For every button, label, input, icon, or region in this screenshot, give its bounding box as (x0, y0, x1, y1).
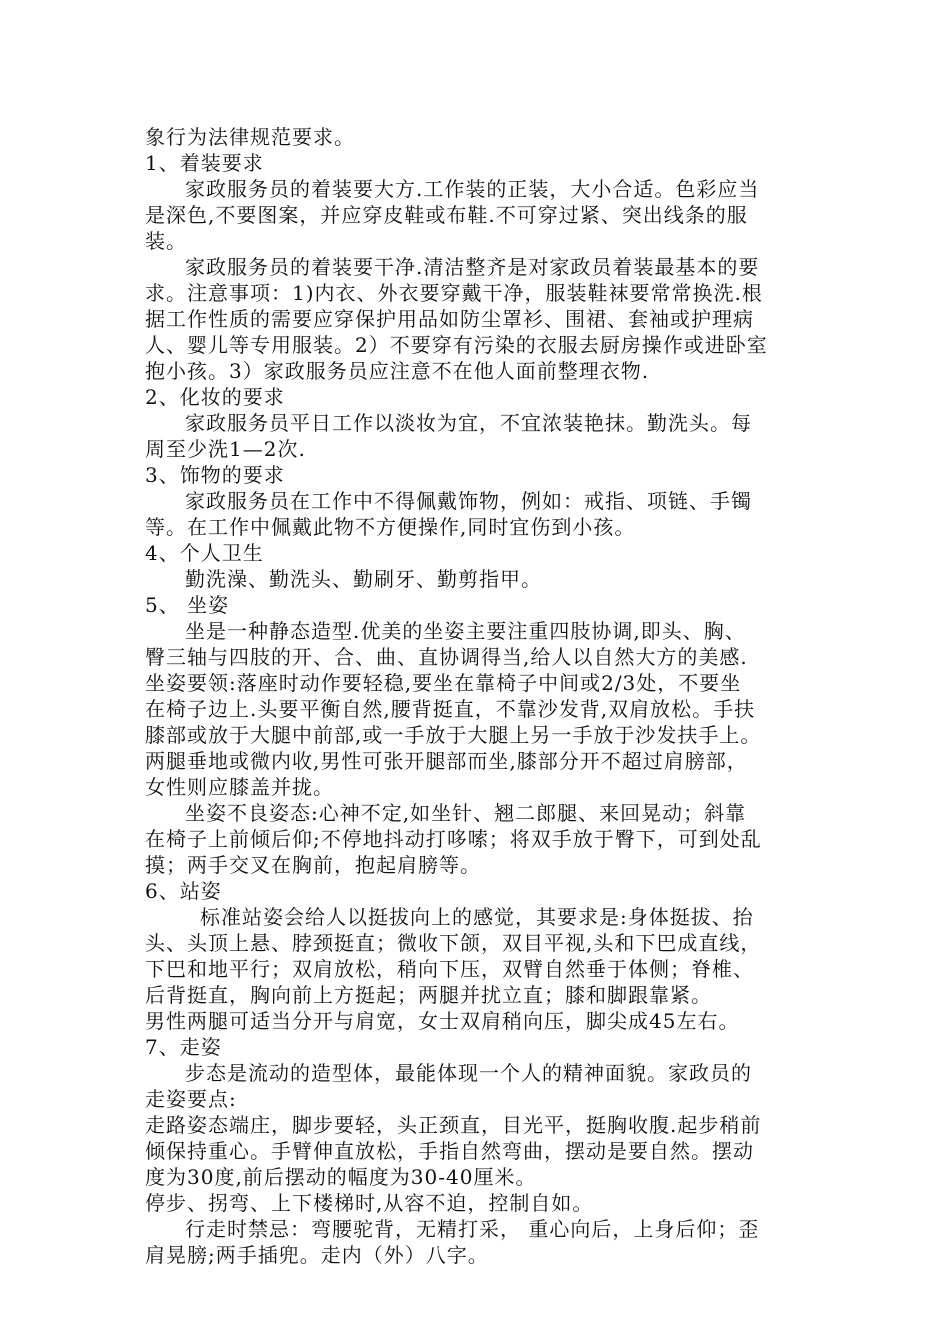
text-line: 臀三轴与四肢的开、合、曲、直协调得当,给人以自然大方的美感. (145, 645, 748, 669)
text-line: 在椅子边上.头要平衡自然,腰背挺直，不靠沙发背,双肩放松。手扶 (145, 697, 756, 721)
text-line: 走姿要点: (145, 1087, 237, 1111)
section-heading: 1、着装要求 (145, 151, 264, 175)
section-heading: 3、饰物的要求 (145, 463, 285, 487)
text-line: 周至少洗1—2次. (145, 437, 306, 461)
text-line: 抱小孩。3）家政服务员应注意不在他人面前整理衣物. (145, 359, 650, 383)
text-line: 等。在工作中佩戴此物不方便操作,同时宜伤到小孩。 (145, 515, 636, 539)
text-line: 女性则应膝盖并拢。 (145, 775, 334, 799)
document-page (145, 124, 805, 1268)
text-line: 走路姿态端庄，脚步要轻，头正颈直，目光平，挺胸收腹.起步稍前 (145, 1113, 762, 1137)
section-heading: 5、 坐姿 (145, 593, 230, 617)
text-line: 家政服务员的着装要大方.工作装的正装，大小合适。色彩应当 (185, 177, 760, 201)
text-line: 是深色,不要图案，并应穿皮鞋或布鞋.不可穿过紧、突出线条的服 (145, 203, 748, 227)
section-heading: 4、个人卫生 (145, 541, 264, 565)
section-heading: 2、化妆的要求 (145, 385, 285, 409)
text-line: 步态是流动的造型体，最能体现一个人的精神面貌。家政员的 (185, 1061, 752, 1085)
text-line: 坐是一种静态造型.优美的坐姿主要注重四肢协调,即头、胸、 (185, 619, 746, 643)
text-line: 勤洗澡、勤洗头、勤刷牙、勤剪指甲。 (185, 567, 542, 591)
text-line: 坐姿不良姿态:心神不定,如坐针、翘二郎腿、来回晃动；斜靠 (185, 801, 747, 825)
text-line: 倾保持重心。手臂伸直放松，手指自然弯曲，摆动是要自然。摆动 (145, 1139, 754, 1163)
text-line: 两腿垂地或微内收,男性可张开腿部而坐,膝部分开不超过肩膀部， (145, 749, 748, 773)
text-line: 后背挺直，胸向前上方挺起；两腿并扰立直；膝和脚跟靠紧。 (145, 983, 712, 1007)
text-line: 家政服务员在工作中不得佩戴饰物，例如：戒指、项链、手镯 (185, 489, 752, 513)
text-line: 膝部或放于大腿中前部,或一手放于大腿上另一手放于沙发扶手上。 (145, 723, 762, 747)
section-heading: 6、站姿 (145, 879, 222, 903)
text-line: 人、婴儿等专用服装。2）不要穿有污染的衣服去厨房操作或进卧室 (145, 333, 768, 357)
text-line: 度为30度,前后摆动的幅度为30-40厘米。 (145, 1165, 537, 1189)
text-line: 求。注意事项：1)内衣、外衣要穿戴干净，服装鞋袜要常常换洗.根 (145, 281, 763, 305)
text-line: 据工作性质的需要应穿保护用品如防尘罩衫、围裙、套袖或护理病 (145, 307, 754, 331)
text-line: 肩晃膀;两手插兜。走内（外）八字。 (145, 1243, 489, 1267)
text-line: 象行为法律规范要求。 (145, 125, 355, 149)
text-line: 家政服务员平日工作以淡妆为宜，不宜浓装艳抹。勤洗头。每 (185, 411, 752, 435)
text-line: 行走时禁忌：弯腰驼背，无精打采， 重心向后，上身后仰；歪 (185, 1217, 760, 1241)
section-heading: 7、走姿 (145, 1035, 222, 1059)
text-line: 标准站姿会给人以挺拔向上的感觉，其要求是:身体挺拔、抬 (200, 905, 754, 929)
text-line: 在椅子上前倾后仰;不停地抖动打哆嗦；将双手放于臀下，可到处乱 (145, 827, 762, 851)
text-line: 男性两腿可适当分开与肩宽，女士双肩稍向压，脚尖成45左右。 (145, 1009, 740, 1033)
text-line: 下巴和地平行；双肩放松，稍向下压，双臂自然垂于体侧；脊椎、 (145, 957, 754, 981)
text-line: 坐姿要领:落座时动作要轻稳,要坐在靠椅子中间或2/3处，不要坐 (145, 671, 742, 695)
text-line: 家政服务员的着装要干净.清洁整齐是对家政员着装最基本的要 (185, 255, 760, 279)
text-line: 摸；两手交叉在胸前，抱起肩膀等。 (145, 853, 481, 877)
text-line: 停步、拐弯、上下楼梯时,从容不迫，控制自如。 (145, 1191, 594, 1215)
text-line: 装。 (145, 229, 187, 253)
text-line: 头、头顶上悬、脖颈挺直；微收下颌，双目平视,头和下巴成直线， (145, 931, 762, 955)
